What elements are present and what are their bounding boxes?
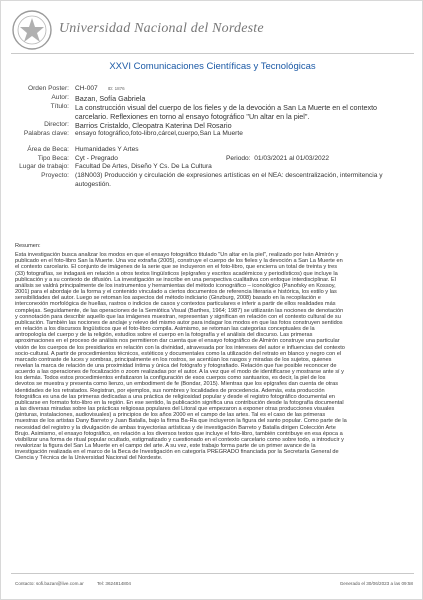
resumen-line: y connotación para describir aquello que las imágenes muestran, representan y significan en relación con el contexto cultural de su <box>15 313 341 320</box>
resumen-line: visión de los cuerpos de los presidiarios en relación con la divinidad, atravesada por los intereses del autor e influencias del contexto <box>15 344 345 351</box>
director-label: Director: <box>44 120 69 128</box>
lugar-label: Lugar de trabajo: <box>19 163 69 171</box>
resumen-line: muestras de los artistas Dany Barreto y Juan Batalla, bajo la firma Ba-Ra que incluyeron la figura del santo popular. Como parte de la <box>15 418 347 425</box>
university-seal-icon <box>11 9 53 51</box>
resumen-line: (33) fotografías, se indagará en relación a otros textos lingüísticos (epígrafes y escritos académicos y periodísticos) que incluye la <box>15 270 338 277</box>
proyecto-line-1: (18N003) Producción y circulación de expresiones artísticas en el NEA: descentralización, intermitencia y <box>75 171 383 179</box>
resumen-line: a las diversas miradas sobre las prácticas religiosas populares del Litoral que empezaron a exponer otras producciones visuales <box>15 406 335 413</box>
footer-tel: Tel: 3624814804 <box>97 581 131 586</box>
orden-row <box>11 85 414 94</box>
director-row <box>11 121 414 130</box>
resumen-line: interconexión morfológica de huellas, rastros o indicios de casos y contextos particulares e inferir a partir de ellos realidades más <box>15 301 336 308</box>
area-label: Área de Beca: <box>27 146 69 154</box>
resumen-line: revalorizar la figura del San La Muerte en el campo del arte. A su vez, este trabajo forma parte de un primer avance de la <box>15 443 316 449</box>
lugar-row <box>11 163 414 172</box>
titulo-row <box>11 103 414 121</box>
palabras-value: ensayo fotográfico,foto-libro,cárcel,cuerpo,San La Muerte <box>75 129 243 137</box>
lugar-value: Facultad De Artes, Diseño Y Cs. De La Cultura <box>75 163 212 171</box>
resumen-line: revelan la marca de relación de una proximidad íntima y única del fotógrafo y fotografiado. Relación que fue posible reconocer de <box>15 362 337 369</box>
resumen-line: 2001) para el abordaje de la forma y el contenido vinculado a ciertos documentos de referencia literaria e histórica, los estilo y las <box>15 289 337 296</box>
resumen-line: identidades de los retratados. Registran, por ejemplos, sus nombres y localidades de procedencia. Además, esta producción <box>15 387 325 394</box>
footer-contact: Contacto: sofi.bazan@live.com.ar <box>15 581 84 586</box>
resumen-line: visibilizar una forma de ritual popular ocultado, estigmatizado y cuestionado en el contexto carcelario como sobre todo, a introducir y <box>15 436 344 443</box>
tipo-label: Tipo Beca: <box>37 154 69 162</box>
resumen-line: acuerdo a las operaciones de focalización o zoom realizadas por el autor. A la vez que el modo de identificarse y mostrarse ante sí y <box>15 369 344 376</box>
resumen-line: publicación. También las nociones de anclaje y relevo del mismo autor para indagar los modos en que las fotos construyen sentidos <box>15 319 343 326</box>
proyecto-line-2: autogestión. <box>75 180 111 188</box>
resumen-line: devotos se muestra y presenta como lienzo, un embodiment de fe (Bondar, 2015). Mientras que los epígrafes dan cuenta de otras <box>15 381 339 388</box>
director-value: Barrios Cristaldo, Cleopatra Katerina Del Rosario <box>75 120 232 130</box>
resumen-body <box>15 252 413 461</box>
tipo-row <box>11 155 414 164</box>
header-divider <box>11 53 414 54</box>
autor-label: Autor: <box>51 93 69 101</box>
area-value: Humanidades Y Artes <box>75 146 139 154</box>
periodo-value: 01/03/2021 al 01/03/2022 <box>254 154 330 162</box>
resumen-line: antropología del cuerpo y de la religión, estudios sobre el cuerpo en la fotografía y el análisis del discurso. Las primeras <box>15 332 313 339</box>
resumen-section <box>15 243 413 461</box>
autor-value: Bazan, Sofía Gabriela <box>75 93 146 103</box>
titulo-line-2: carcelario. Reflexiones en torno al ensayo fotográfico "Un altar en la piel". <box>75 111 310 121</box>
proyecto-label: Proyecto: <box>41 171 69 179</box>
resumen-line: marcado contraste de luces y sombras, principalmente en los rostros, se acentúan los rasgos y miradas de los sujetos, quienes <box>15 356 332 363</box>
footer-generated: Generado el 30/06/2023 a las 09:58 <box>339 581 413 586</box>
resumen-line: Ciencia y Técnica de la Universidad Nacional del Nordeste. <box>15 455 163 462</box>
palabras-label: Palabras clave: <box>23 129 69 137</box>
resumen-line: investigación realizada en el marco de la Beca de Investigación en categoría PREGRADO financiada por la Secretaría General de <box>15 449 339 456</box>
resumen-line: sensibilidades del autor. Luego se retoman los aspectos del método indiciario (Ginzburg, 2008) basado en la recopilación e <box>15 295 321 302</box>
resumen-label: Resumen: <box>15 243 41 249</box>
resumen-line: (pinturas, instalaciones, audiovisuales) a principios de los años 2000 en el campo de las artes. Tal es el caso de las primeras <box>15 412 326 419</box>
orden-value: CH-007 <box>75 85 98 92</box>
footer-divider <box>11 573 414 574</box>
periodo <box>226 155 329 164</box>
resumen-line: en relación a los discursos lingüísticos que el foto-libro compila. Asimismo, se retoman las categorías conceptuales de la <box>15 326 315 333</box>
orden-label: Orden Poster: <box>27 85 69 92</box>
resumen-line: el contexto carcelario. El conjunto de imágenes de la serie que se incluyeron en el foto-libro, que encierra un total de treinta y tres <box>15 264 338 271</box>
resumen-line: análisis se valdrá principalmente de los instrumentos y herramientas del método iconográfico – iconológico (Panofsky en Kossoy, <box>15 282 336 289</box>
tipo-value: Cyt - Pregrado <box>75 154 118 162</box>
resumen-line: publicación y a su contexto de difusión. La investigación se inscribe en una perspectiva cualitativa con enfoque interdisciplinar. El <box>15 276 336 283</box>
titulo-line-1: La construcción visual del cuerpo de los fieles y de la devoción a San La Muerte en el contexto <box>75 102 378 112</box>
palabras-row <box>11 130 414 139</box>
orden-id: ID: 1876 <box>107 86 125 91</box>
header <box>11 9 414 51</box>
resumen-line: complejas. Seguidamente, de las operaciones de la Semiótica Visual (Barthes, 1964; 1987) se utilizarán las nociones de denotación <box>15 307 344 314</box>
conference-title: XXVI Comunicaciones Científicas y Tecnológicas <box>109 61 316 72</box>
autor-row <box>11 94 414 103</box>
resumen-line: Esta investigación busca analizar los modos en que el ensayo fotográfico titulado "Un altar en la piel", realizado por Iván Almirón y <box>15 252 339 259</box>
resumen-line: necesidad del registro y la divulgación de ambas trayectorias artísticas y de investigación Barreto y Batalla dirigen Colección Arte <box>15 424 336 431</box>
resumen-line: Brujo. Asimismo, el ensayo fotográfico, en relación a los diversos textos que incluye el foto-libro, también contribuye en esa época a <box>15 430 343 437</box>
resumen-line: aproximaciones en el proceso de análisis nos permitieron dar cuenta que el ensayo fotográfico de Almirón construye una particular <box>15 338 340 345</box>
resumen-line: socio-cultural. A partir de procedimientos técnicos, estéticos y documentales como la utilización del retrato en blanco y negro con el <box>15 350 342 357</box>
periodo-label: Periodo: <box>226 154 251 162</box>
metadata-block <box>11 85 414 189</box>
resumen-line: los demás. Todos estos procedimientos enfatizaron la configuración de esos cuerpos como santuarios, es decir, la piel de los <box>15 375 326 382</box>
proyecto-row <box>11 172 414 189</box>
resumen-line: publicado en el foto-libro San la Muerte. Una voz extraña (2005), construye el cuerpo de los fieles y la devoción a San La Muerte en <box>15 258 343 265</box>
university-name: Universidad Nacional del Nordeste <box>59 21 264 36</box>
titulo-label: Título: <box>50 102 69 110</box>
area-row <box>11 146 414 155</box>
resumen-line: fotográfica es una de las primeras dedicadas a una práctica de religiosidad popular y desde el registro fotográfico documental en <box>15 393 335 400</box>
resumen-line: publicarse en formato foto-libro en la región. En ese sentido, la publicación significa una contribución desde la fotografía documental <box>15 399 344 406</box>
